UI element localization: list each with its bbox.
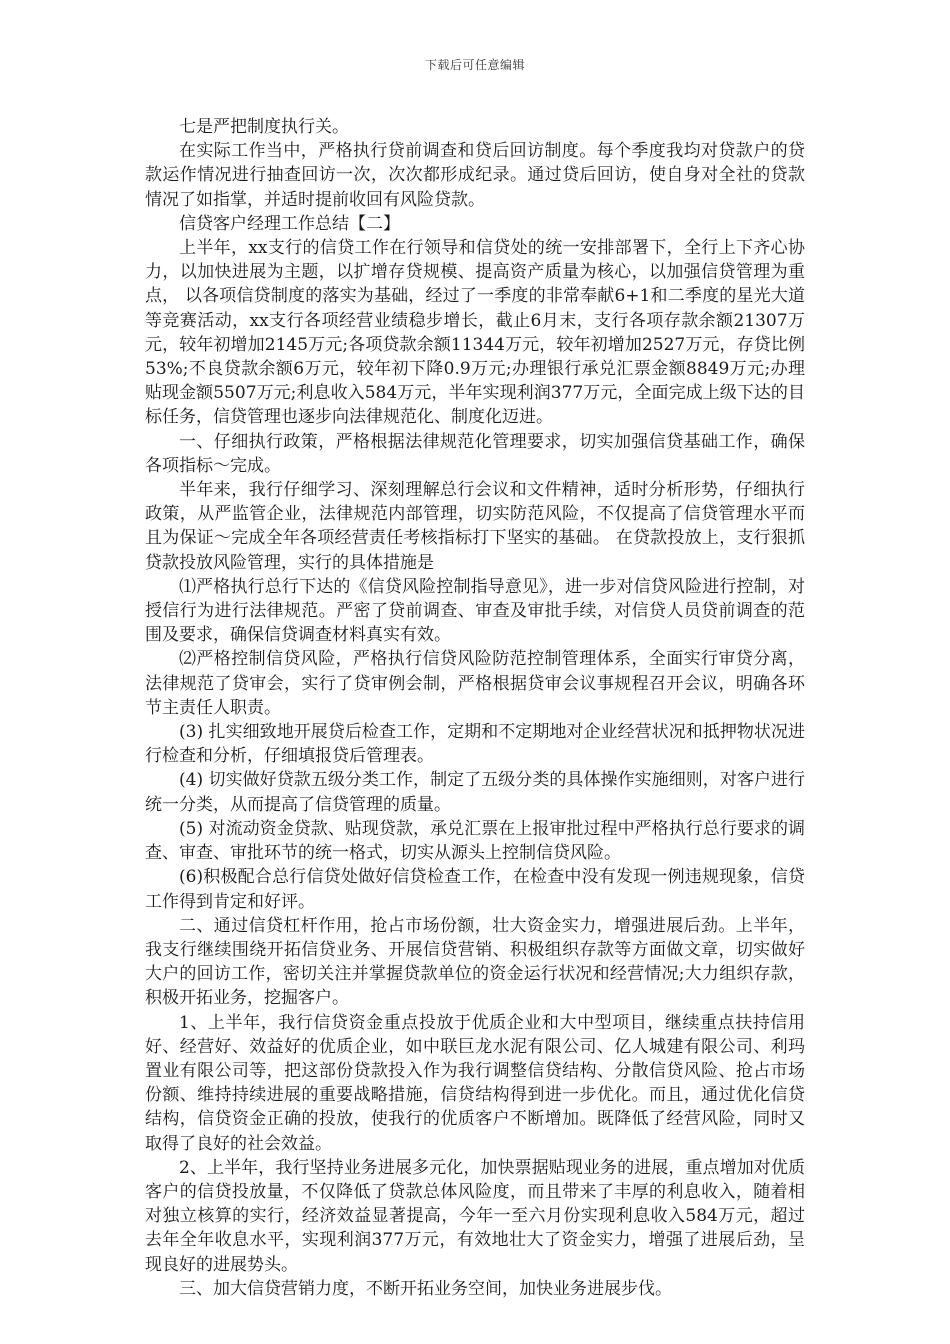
- paragraph: 三、加大信贷营销力度，不断开拓业务空间，加快业务进展步伐。: [179, 1278, 672, 1299]
- list-item: ⑴严格执行总行下达的《信贷风险控制指导意见》，进一步对信贷风险进行控制，对授信行为进行法律规范。严密了贷前调查、审查及审批手续，对信贷人员贷前调查的范围及要求，确保信贷调查材料真实有效。: [145, 576, 805, 646]
- paragraph: 在实际工作当中，严格执行贷前调查和贷后回访制度。每个季度我均对贷款户的贷款运作情况进行抽查回访一次，次次都形成纪录。通过贷后回访，使自身对全社的贷款情况了如指掌，并适时提前收回有风险贷款。: [145, 141, 805, 210]
- paragraph: 上半年，xx支行的信贷工作在行领导和信贷处的统一安排部署下，全行上下齐心协力，以加快进展为主题，以扩增存贷规模、提高资产质量为核心，以加强信贷管理为重点， 以各项信贷制度的落实为基础，经过了一季度的非常奉献6+1和二季度的星光大道等竞赛活动，xx支行各项经营业绩稳步增长，截止6月末，支行各项存款余额21307万元，较年初增加2145万元;各项贷款余额11344万元，较年初增加2527万元，存贷比例53%;不良贷款余额6万元，较年初下降0.9万元;办理银行承兑汇票金额8849万元;办理贴现金额5507万元;利息收入584万元，半年实现利润377万元，全面完成上级下达的目标任务，信贷管理也逐步向法律规范化、制度化迈进。: [145, 238, 805, 428]
- list-item: ⑵严格控制信贷风险，严格执行信贷风险防范控制管理体系，全面实行审贷分离，法律规范了贷审会，实行了贷审例会制，严格根据贷审会议事规程召开会议，明确各环节主责任人职责。: [145, 649, 805, 718]
- list-item: (5) 对流动资金贷款、贴现贷款，承兑汇票在上报审批过程中严格执行总行要求的调查、审查、审批环节的统一格式，切实从源头上控制信贷风险。: [145, 818, 805, 864]
- paragraph: 七是严把制度执行关。: [179, 117, 349, 137]
- list-item: (6)积极配合总行信贷处做好信贷检查工作，在检查中没有发现一例违规现象，信贷工作得到肯定和好评。: [145, 867, 805, 912]
- page-header: 下载后可任意编辑: [424, 58, 525, 72]
- section-heading: 信贷客户经理工作总结【二】: [179, 213, 400, 234]
- list-item: (3) 扎实细致地开展贷后检查工作，定期和不定期地对企业经营状况和抵押物状况进行检查和分析，仔细填报贷后管理表。: [145, 722, 805, 767]
- paragraph: 二、通过信贷杠杆作用，抢占市场份额，壮大资金实力，增强进展后劲。上半年，我支行继续围绕开拓信贷业务、开展信贷营销、积极组织存款等方面做文章，切实做好大户的回访工作，密切关注并掌握贷款单位的资金运行状况和经营情况;大力组织存款，积极开拓业务，挖掘客户。: [145, 915, 805, 1009]
- document-body: [145, 115, 805, 1301]
- paragraph: 1、上半年，我行信贷资金重点投放于优质企业和大中型项目，继续重点扶持信用好、经营好、效益好的优质企业，如中联巨龙水泥有限公司、亿人城建有限公司、利玛置业有限公司等，把这部份贷款投入作为我行调整信贷结构、分散信贷风险、抢占市场份额、维持持续进展的重要战略措施，信贷结构得到进一步优化。而且，通过优化信贷结构，信贷资金正确的投放，使我行的优质客户不断增加。既降低了经营风险，同时又取得了良好的社会效益。: [145, 1012, 805, 1154]
- paragraph: 一、仔细执行政策，严格根据法律规范化管理要求，切实加强信贷基础工作，确保各项指标～完成。: [145, 431, 805, 476]
- list-item: (4) 切实做好贷款五级分类工作，制定了五级分类的具体操作实施细则，对客户进行统一分类，从而提高了信贷管理的质量。: [145, 770, 805, 815]
- paragraph: 半年来，我行仔细学习、深刻理解总行会议和文件精神，适时分析形势，仔细执行政策，从严监管企业，法律规范内部管理，切实防范风险，不仅提高了信贷管理水平而且为保证～完成全年各项经营责任考核指标打下坚实的基础。 在贷款投放上，支行狠抓贷款投放风险管理，实行的具体措施是: [145, 480, 805, 573]
- paragraph: 2、上半年，我行坚持业务进展多元化，加快票据贴现业务的进展，重点增加对优质客户的信贷投放量，不仅降低了贷款总体风险度，而且带来了丰厚的利息收入，随着相对独立核算的实行，经济效益显著提高，今年一至六月份实现利息收入584万元，超过去年全年收息水平，实现利润377万元，有效地壮大了资金实力，增强了进展后劲，呈现良好的进展势头。: [145, 1157, 805, 1275]
